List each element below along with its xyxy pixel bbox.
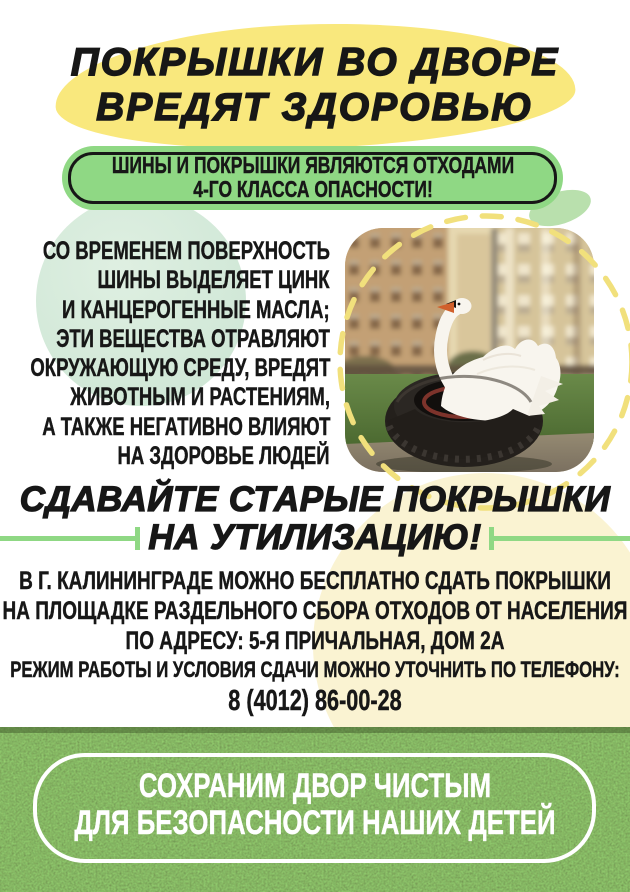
phone-number [0, 684, 630, 718]
cta-line-2: НА УТИЛИЗАЦИЮ! [148, 518, 482, 557]
phone-note [0, 656, 630, 683]
address-text [0, 566, 630, 656]
harm-line: И КАНЦЕРОГЕННЫЕ МАСЛА; [62, 295, 330, 324]
phone-note-text: РЕЖИМ РАБОТЫ И УСЛОВИЯ СДАЧИ МОЖНО УТОЧНИТЬ ПО ТЕЛЕФОНУ: [10, 657, 620, 682]
harm-text-block [18, 237, 330, 471]
harm-line: ЖИВОТНЫМ И РАСТЕНИЯМ, [70, 383, 330, 412]
title-line-1: ПОКРЫШКИ ВО ДВОРЕ [70, 41, 560, 84]
harm-line: ШИНЫ ВЫДЕЛЯЕТ ЦИНК [97, 266, 330, 295]
cta-headline [0, 481, 630, 557]
hazard-badge [62, 146, 563, 210]
footer-slogan [0, 768, 630, 842]
footer-line-2: ДЛЯ БЕЗОПАСНОСТИ НАШИХ ДЕТЕЙ [74, 804, 556, 842]
harm-line: СО ВРЕМЕНЕМ ПОВЕРХНОСТЬ [42, 237, 330, 265]
address-line-3: ПО АДРЕСУ: 5-Я ПРИЧАЛЬНАЯ, ДОМ 2А [125, 627, 505, 655]
address-line-2: НА ПЛОЩАДКЕ РАЗДЕЛЬНОГО СБОРА ОТХОДОВ ОТ НАСЕЛЕНИЯ [2, 597, 628, 625]
hazard-badge-line-1: ШИНЫ И ПОКРЫШКИ ЯВЛЯЮТСЯ ОТХОДАМИ [111, 152, 514, 178]
poster-title [0, 40, 630, 130]
phone-number-text: 8 (4012) 86-00-28 [228, 685, 402, 717]
address-line-1: В Г. КАЛИНИНГРАДЕ МОЖНО БЕСПЛАТНО СДАТЬ ПОКРЫШКИ [19, 567, 611, 595]
harm-line: НА ЗДОРОВЬЕ ЛЮДЕЙ [117, 442, 330, 471]
hazard-badge-text [62, 153, 563, 201]
title-line-2: ВРЕДЯТ ЗДОРОВЬЮ [96, 86, 534, 129]
cta-line-1: СДАВАЙТЕ СТАРЫЕ ПОКРЫШКИ [19, 480, 611, 519]
hazard-badge-line-2: 4-ГО КЛАССА ОПАСНОСТИ! [192, 176, 433, 202]
harm-line: ЭТИ ВЕЩЕСТВА ОТРАВЛЯЮТ [56, 324, 330, 353]
footer-line-1: СОХРАНИМ ДВОР ЧИСТЫМ [138, 767, 492, 805]
harm-line: А ТАКЖЕ НЕГАТИВНО ВЛИЯЮТ [41, 412, 330, 441]
swan-tire-illustration [345, 228, 594, 472]
swan-in-tire-photo [345, 228, 594, 472]
harm-line: ОКРУЖАЮЩУЮ СРЕДУ, ВРЕДЯТ [30, 354, 330, 383]
